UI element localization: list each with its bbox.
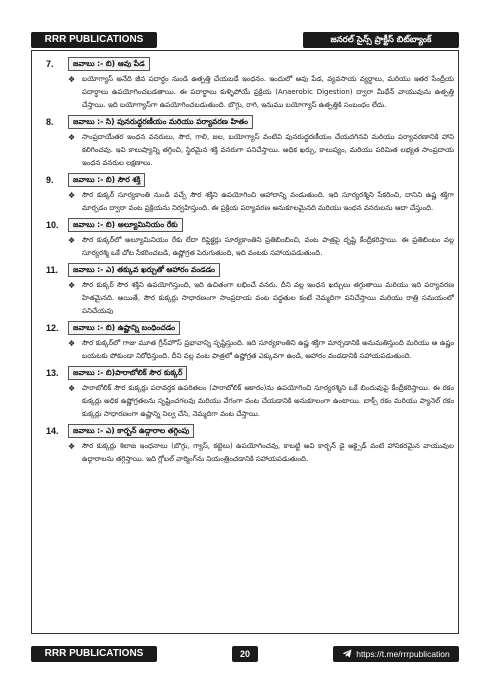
- answer-label: జవాబు :- బి) సౌర శక్తి: [68, 173, 145, 187]
- bullet-icon: ❖: [68, 339, 76, 348]
- answer-label: జవాబు :- బి)పారాబోలిక్ సౌర కుక్కర్: [68, 366, 187, 380]
- answer-label: జవాబు :- బి) ఉష్ణాన్ని బంధించడం: [68, 321, 180, 335]
- question-number: 14.: [46, 426, 59, 436]
- answer-label: జవాబు :- సి) పునరుద్ధరణీయం మరియు పర్యావరణ హితం: [68, 115, 253, 129]
- question-number: 7.: [46, 59, 54, 69]
- question-number: 9.: [46, 175, 54, 185]
- answer-list: [46, 57, 454, 469]
- answer-item: [46, 321, 454, 363]
- footer-publisher-badge: RRR PUBLICATIONS: [31, 646, 157, 662]
- telegram-link[interactable]: [333, 646, 459, 662]
- explanation-text: బయోగ్యాస్ అనేది జీవ పదార్థం నుండి ఉత్పత్తి చేయబడే ఇంధనం. ఇందులో ఆవు పేడ, వ్యవసాయ వ్యర్థాలు, మరియు ఇతర సేంద్రీయ పదార్థాలు ఉపయోగించబడతాయి. ఈ పదార్థాలు కుళ్ళిపోయే ప్రక్రియ (Anaerobic Digestion) ద్వారా మీథేన్ వాయువును ఉత్పత్తి చేస్తాయి. ఇది బయోగ్యాస్‌గా ఉపయోగించబడుతుంది. బొగ్గు, రాగి, ఇనుము బయోగ్యాస్ ఉత్పత్తికి సంబంధం లేదు.: [82, 75, 454, 109]
- explanation-text: సాంప్రదాయేతర ఇంధన వనరులు, సౌర, గాలి, జల, బయోగ్యాస్ వంటివి పునరుద్ధరణీయం చేయదగినవి మరియు పర్యావరణానికి హాని కలిగించవు. ఇవి కాలుష్యాన్ని తగ్గించి, స్థిరమైన శక్తి వనరుగా పనిచేస్తాయి. అధిక ఖర్చు, కాలుష్యం, మరియు పరిమిత లభ్యత సాంప్రదాయ ఇంధన వనరుల లక్షణాలు.: [82, 133, 454, 167]
- book-title-badge: జనరల్ సైన్స్ ప్రాక్టీస్ బిట్‌బ్యాంక్: [303, 32, 459, 48]
- bullet-icon: ❖: [68, 133, 76, 142]
- answer-item: [46, 173, 454, 215]
- bullet-icon: ❖: [68, 384, 76, 393]
- bullet-icon: ❖: [68, 236, 76, 245]
- bullet-icon: ❖: [68, 442, 76, 451]
- answer-item: [46, 366, 454, 421]
- explanation-text: సౌర కుక్కర్ సూర్యకాంతి నుండి వచ్చే సౌర శక్తిని ఉపయోగించి ఆహారాన్ని వండుతుంది. ఇది సూర్యరశ్మిని సేకరించి, దానిని ఉష్ణ శక్తిగా మార్చడం ద్వారా వంట ప్రక్రియను నిర్వహిస్తుంది. ఈ ప్రక్రియ పర్యావరణ అనుకూలమైనది మరియు ఇంధన వనరులను ఆదా చేస్తుంది.: [82, 191, 454, 212]
- answer-item: [46, 263, 454, 318]
- page-header: [31, 32, 459, 48]
- bullet-icon: ❖: [68, 191, 76, 200]
- explanation-text: సౌర కుక్కర్లు శిలాజ ఇంధనాలు (బొగ్గు, గ్యాస్, కట్టెలు) ఉపయోగించవు, కాబట్టి అవి కార్బన్ డై ఆక్సైడ్ వంటి హానికరమైన వాయువుల ఉద్గారాలను తగ్గిస్తాయి. ఇది గ్లోబల్ వార్మింగ్‌ను నియంత్రించడానికి సహాయపడుతుంది.: [82, 442, 454, 463]
- bullet-icon: ❖: [68, 281, 76, 290]
- answer-label: జవాబు :- బి) ఆవు పేడ: [68, 57, 150, 71]
- explanation-text: సౌర కుక్కర్ సౌర శక్తిని ఉపయోగిస్తుంది, ఇది ఉచితంగా లభించే వనరు. దీని వల్ల ఇంధన ఖర్చులు తగ్గుతాయి మరియు ఇది పర్యావరణ హితమైనది. అయితే, సౌర కుక్కర్లు సాధారణంగా సాంప్రదాయ వంట పద్ధతుల కంటే నెమ్మదిగా పనిచేస్తాయి మరియు రాత్రి సమయంలో పనిచేయవు: [82, 281, 454, 315]
- question-number: 13.: [46, 368, 59, 378]
- page-footer: [31, 646, 459, 662]
- telegram-link-text: https://t.me/rrrpublication: [356, 649, 450, 659]
- answer-item: [46, 57, 454, 112]
- explanation-text: పారాబోలిక్ సౌర కుక్కర్లు పరావర్తక ఉపరితలం (పారాబోలిక్ ఆకారం)ను ఉపయోగించి సూర్యరశ్మిని ఒకే బిందువుపై కేంద్రీకరిస్తాయి. ఈ రకం కుక్కర్లు అధిక ఉష్ణోగ్రతలను సృష్టించగలవు మరియు వేగంగా వంట చేయడానికి అనుకూలంగా ఉంటాయి. బాక్స్ రకం మరియు ప్యానెల్ రకం కుక్కర్లు సాధారణంగా ఉష్ణాన్ని నిల్వ చేసి, నెమ్మదిగా వంట చేస్తాయి.: [82, 384, 454, 418]
- question-number: 12.: [46, 323, 59, 333]
- explanation-text: సౌర కుక్కర్‌లో గాజు మూత గ్రీన్‌హౌస్ ప్రభావాన్ని సృష్టిస్తుంది. ఇది సూర్యకాంతిని ఉష్ణ శక్తిగా మార్చడానికి అనుమతిస్తుంది మరియు ఆ ఉష్ణం బయటకు పోకుండా నిరోధిస్తుంది. దీని వల్ల వంట పాత్రలో ఉష్ణోగ్రత ఎక్కువగా ఉండి, ఆహారం వండడానికి సహాయపడుతుంది.: [82, 339, 454, 360]
- page-number: 20: [232, 646, 258, 662]
- question-number: 11.: [46, 265, 59, 275]
- answer-item: [46, 424, 454, 466]
- question-number: 8.: [46, 117, 54, 127]
- answer-label: జవాబు :- ఎ) తక్కువ ఖర్చుతో ఆహారం వండడం: [68, 263, 220, 277]
- answer-item: [46, 218, 454, 260]
- bullet-icon: ❖: [68, 75, 76, 84]
- answer-label: జవాబు :- ఎ) కార్బన్ ఉద్గారాల తగ్గింపు: [68, 424, 194, 438]
- explanation-text: సౌర కుక్కర్‌లో అల్యూమినియం రేకు లేదా రిఫ్లెక్టర్లు సూర్యకాంతిని ప్రతిబింబించి, వంట పాత్రపై దృష్టి కేంద్రీకరిస్తాయి. ఈ ప్రతిబింబం వల్ల సూర్యరశ్మి ఒకే చోట సేకరించబడి, ఉష్ణోగ్రత పెరుగుతుంది, ఇది వంటకు సహాయపడుతుంది.: [82, 236, 454, 257]
- telegram-icon: [342, 647, 352, 663]
- question-number: 10.: [46, 220, 59, 230]
- answer-label: జవాబు :- బి) అల్యూమినియం రేకు: [68, 218, 183, 232]
- publisher-badge: RRR PUBLICATIONS: [31, 32, 157, 48]
- answer-item: [46, 115, 454, 170]
